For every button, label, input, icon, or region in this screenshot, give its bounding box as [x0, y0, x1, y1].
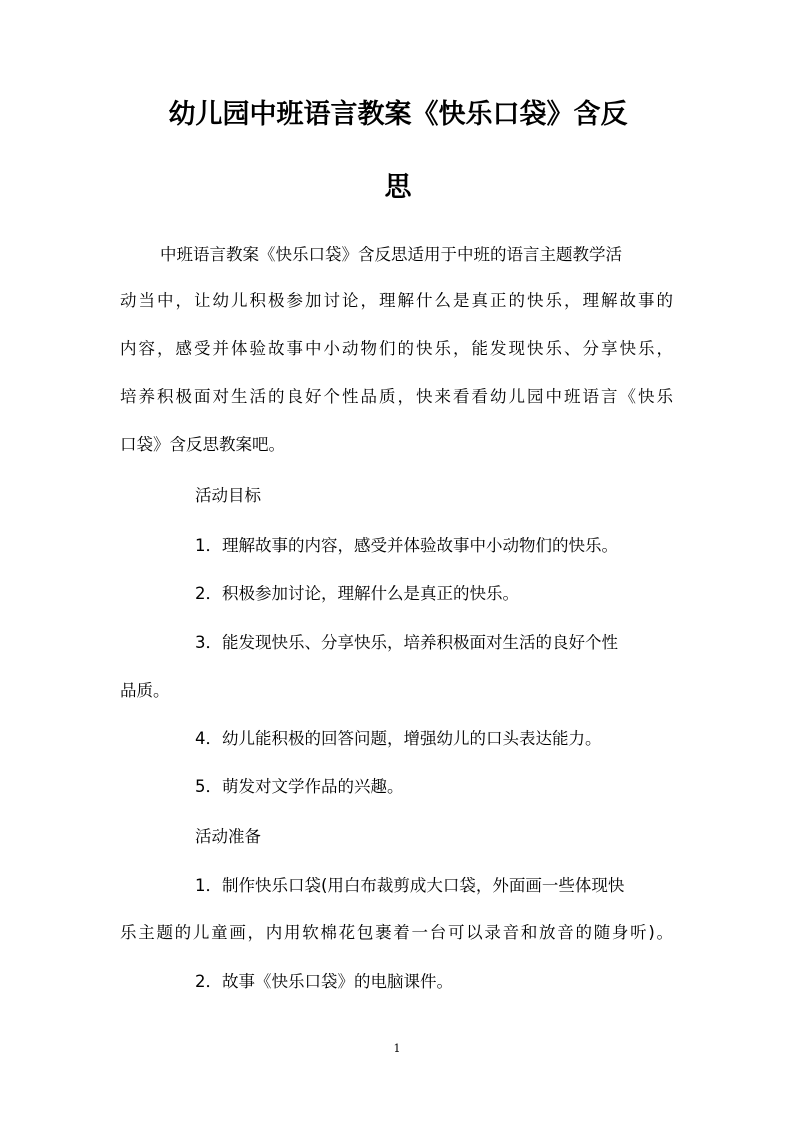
goal-item-5: 5．萌发对文学作品的兴趣。 — [195, 777, 404, 796]
document-title-line-2: 思 — [384, 172, 412, 203]
intro-line-5: 口袋》含反思教案吧。 — [120, 435, 285, 454]
goal-item-3-line-1: 3．能发现快乐、分享快乐，培养积极面对生活的良好个性 — [195, 633, 618, 652]
prep-heading: 活动准备 — [195, 827, 261, 846]
prep-item-1-line-1: 1．制作快乐口袋(用白布裁剪成大口袋，外面画一些体现快 — [195, 876, 625, 895]
goal-item-1: 1．理解故事的内容，感受并体验故事中小动物们的快乐。 — [195, 536, 618, 555]
intro-line-3: 内容，感受并体验故事中小动物们的快乐，能发现快乐、分享快乐， — [120, 339, 673, 358]
prep-item-2: 2．故事《快乐口袋》的电脑课件。 — [195, 972, 453, 991]
prep-item-1-line-2: 乐主题的儿童画，内用软棉花包裹着一台可以录音和放音的随身听)。 — [120, 923, 673, 942]
intro-line-1: 中班语言教案《快乐口袋》含反思适用于中班的语言主题教学活 — [160, 245, 622, 264]
page-number: 1 — [393, 1042, 401, 1055]
intro-line-2: 动当中，让幼儿积极参加讨论，理解什么是真正的快乐，理解故事的 — [120, 291, 673, 310]
goal-item-3-line-2: 品质。 — [120, 681, 170, 700]
goals-heading: 活动目标 — [195, 486, 261, 505]
intro-line-4: 培养积极面对生活的良好个性品质，快来看看幼儿园中班语言《快乐 — [120, 387, 673, 406]
goal-item-4: 4．幼儿能积极的回答问题，增强幼儿的口头表达能力。 — [195, 729, 602, 748]
goal-item-2: 2．积极参加讨论，理解什么是真正的快乐。 — [195, 584, 519, 603]
document-title-line-1: 幼儿园中班语言教案《快乐口袋》含反 — [168, 99, 628, 130]
